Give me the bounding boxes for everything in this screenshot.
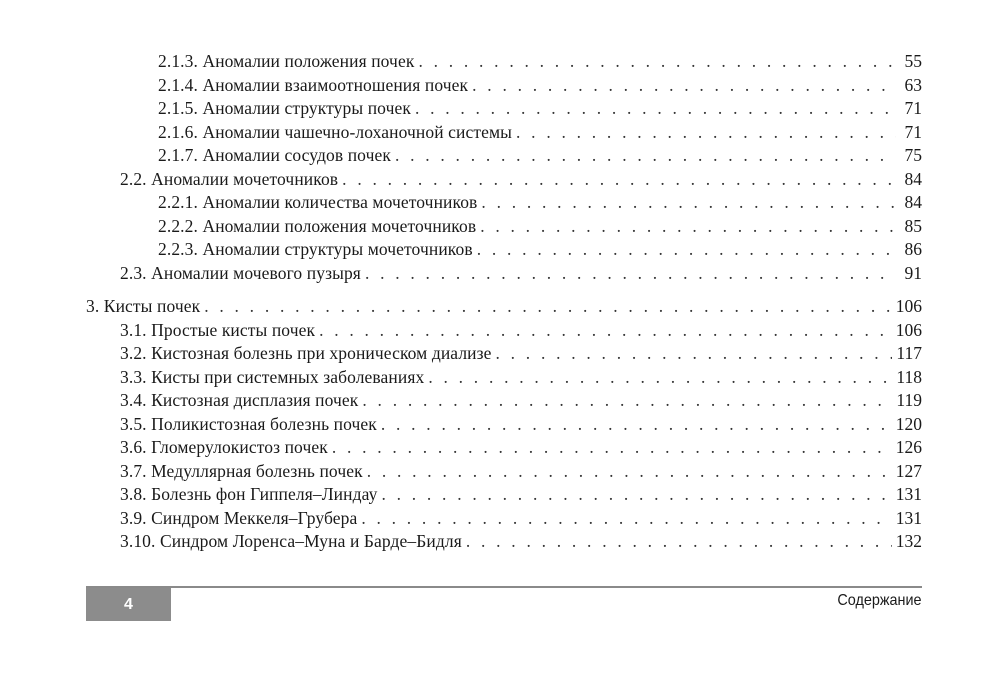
toc-entry-title: 2.1.5. Аномалии структуры почек [158, 98, 411, 118]
toc-entry [86, 342, 922, 366]
dot-leader [418, 50, 896, 74]
dot-leader [428, 366, 892, 390]
dot-leader [381, 413, 892, 437]
toc-entry [86, 460, 922, 484]
toc-entry [86, 530, 922, 554]
dot-leader [365, 262, 896, 286]
toc-entry [86, 262, 922, 286]
dot-leader [367, 460, 892, 484]
toc-entry-title: 2.2.2. Аномалии положения мочеточников [158, 215, 477, 236]
running-footer-title: Содержание [837, 592, 922, 609]
toc-entry-title: 2.2. Аномалии мочеточников [120, 168, 339, 189]
toc-entry-page: 120 [895, 413, 922, 434]
toc-entry [86, 413, 922, 437]
footer-divider [86, 586, 922, 588]
toc-entry-title: 3.6. Гломерулокистоз почек [120, 437, 328, 457]
toc-entry-title: 3.9. Синдром Меккеля–Грубера [120, 507, 358, 528]
dot-leader [362, 389, 892, 413]
toc-entry-page: 71 [904, 121, 922, 142]
dot-leader [480, 215, 896, 239]
toc-entry-title: 2.2.3. Аномалии структуры мочеточников [158, 239, 473, 259]
toc-entry-title: 3.4. Кистозная дисплазия почек [120, 390, 359, 410]
toc-entry-page: 117 [896, 343, 922, 363]
toc-entry [86, 319, 922, 343]
toc-entry-page: 119 [896, 390, 922, 410]
toc-entry [86, 215, 922, 239]
toc-entry-page: 131 [895, 484, 922, 504]
dot-leader [332, 436, 892, 460]
toc-entry-title: 3.1. Простые кисты почек [120, 319, 316, 340]
toc-entry-title: 2.1.6. Аномалии чашечно-лоханочной системы [158, 121, 513, 142]
toc-entry [86, 191, 922, 215]
toc-entry-page: 86 [904, 239, 922, 259]
toc-entry-title: 3.5. Поликистозная болезнь почек [120, 413, 377, 434]
page-number-badge [86, 588, 171, 621]
toc-entry [86, 507, 922, 531]
toc-entry-title: 3.10. Синдром Лоренса–Муна и Барде–Бидля [120, 531, 462, 551]
toc-entry-page: 132 [895, 531, 922, 551]
dot-leader [477, 238, 896, 262]
toc-entry [86, 97, 922, 121]
toc-entry-page: 55 [904, 51, 922, 71]
toc-entry-title: 3.8. Болезнь фон Гиппеля–Линдау [120, 484, 378, 504]
toc-entry-page: 118 [896, 366, 922, 387]
page-number: 4 [124, 595, 133, 613]
toc-entry-page: 71 [904, 98, 922, 118]
toc-entry [86, 144, 922, 168]
dot-leader [204, 295, 892, 319]
toc-entry [86, 74, 922, 98]
toc-entry-page: 75 [904, 145, 922, 165]
toc-entry [86, 436, 922, 460]
toc-entry [86, 483, 922, 507]
toc-entry-title: 2.1.3. Аномалии положения почек [158, 51, 415, 71]
toc-entry-page: 63 [904, 74, 922, 95]
toc-entry-title: 3.7. Медуллярная болезнь почек [120, 460, 363, 481]
toc-entry-title: 3.2. Кистозная болезнь при хроническом диализе [120, 343, 492, 363]
dot-leader [415, 97, 896, 121]
toc-entry [86, 121, 922, 145]
toc-entry [86, 168, 922, 192]
dot-leader [361, 507, 891, 531]
toc-entry-page: 127 [895, 460, 922, 481]
toc-entry [86, 389, 922, 413]
toc-entry [86, 238, 922, 262]
dot-leader [496, 342, 893, 366]
dot-leader [319, 319, 892, 343]
toc-entry-title: 2.3. Аномалии мочевого пузыря [120, 262, 361, 283]
toc-entry-page: 84 [904, 168, 922, 189]
toc-entry-page: 91 [904, 262, 922, 283]
toc-entry-page: 84 [904, 192, 922, 212]
toc-entry [86, 50, 922, 74]
toc-entry-title: 2.1.4. Аномалии взаимоотношения почек [158, 74, 469, 95]
toc-entry-page: 106 [895, 319, 922, 340]
dot-leader [472, 74, 896, 98]
toc-entry-page: 85 [904, 215, 922, 236]
dot-leader [381, 483, 891, 507]
dot-leader [342, 168, 896, 192]
toc-chapter-entry [86, 295, 922, 319]
toc-entry-title: 2.1.7. Аномалии сосудов почек [158, 145, 391, 165]
table-of-contents [86, 50, 922, 554]
toc-entry-page: 106 [895, 296, 922, 316]
dot-leader [481, 191, 896, 215]
dot-leader [395, 144, 896, 168]
dot-leader [466, 530, 892, 554]
toc-entry-title: 2.2.1. Аномалии количества мочеточников [158, 192, 478, 212]
toc-entry [86, 366, 922, 390]
toc-entry-page: 131 [895, 507, 922, 528]
toc-entry-title: 3. Кисты почек [86, 296, 201, 316]
toc-entry-page: 126 [895, 437, 922, 457]
toc-entry-title: 3.3. Кисты при системных заболеваниях [120, 366, 425, 387]
dot-leader [516, 121, 896, 145]
